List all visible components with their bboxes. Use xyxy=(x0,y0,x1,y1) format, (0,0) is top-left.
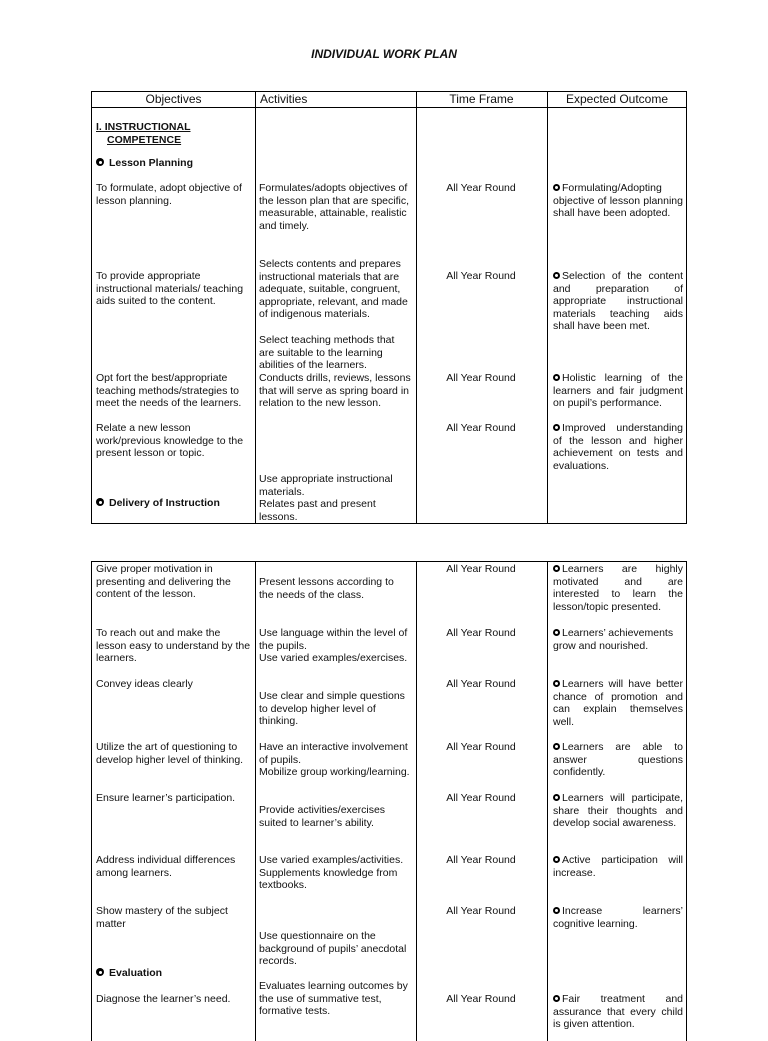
time-frame-text: All Year Round xyxy=(446,372,516,384)
time-frame-text: All Year Round xyxy=(446,627,516,639)
activity-text: Select teaching methods that are suitable to the learning abilities of the learners. xyxy=(259,334,395,372)
bullet-icon xyxy=(553,743,560,750)
outcome-text: Active participation will increase. xyxy=(553,854,683,879)
time-frame-text: All Year Round xyxy=(446,270,516,282)
bullet-icon xyxy=(96,158,104,166)
time-frame-text: All Year Round xyxy=(446,854,516,866)
header-expected-outcome: Expected Outcome xyxy=(565,92,669,106)
objective-text: Give proper motivation in presenting and delivering the content of the lesson. xyxy=(96,563,231,601)
time-frame-text: All Year Round xyxy=(446,792,516,804)
bullet-icon xyxy=(96,498,104,506)
work-plan-table-1 xyxy=(91,91,687,524)
subsection-delivery: Delivery of Instruction xyxy=(96,497,252,510)
header-objectives: Objectives xyxy=(145,92,202,106)
outcome-text: Holistic learning of the learners and fair judgment on pupil’s performance. xyxy=(553,372,683,410)
outcome-text: Fair treatment and assurance that every child is given attention. xyxy=(553,993,683,1031)
activity-text: Use language within the level of the pupils. Use varied examples/exercises. xyxy=(259,627,408,665)
activity-text: Use questionnaire on the background of pupils’ anecdotal records. xyxy=(259,930,407,968)
objective-text: Relate a new lesson work/previous knowledge to the present lesson or topic. xyxy=(96,422,244,460)
objective-text: Show mastery of the subject matter xyxy=(96,905,228,930)
activity-text: Relates past and present lessons. xyxy=(259,498,376,523)
bullet-icon xyxy=(553,374,560,381)
outcome-text: Formulating/Adopting objective of lesson planning shall have been adopted. xyxy=(553,182,683,220)
time-frame-text: All Year Round xyxy=(446,678,516,690)
objective-text: Address individual differences among learners. xyxy=(96,854,236,879)
objective-text: Utilize the art of questioning to develop higher level of thinking. xyxy=(96,741,244,766)
header-time-frame: Time Frame xyxy=(449,92,514,106)
bullet-icon xyxy=(553,907,560,914)
bullet-icon xyxy=(553,995,560,1002)
header-activities: Activities xyxy=(260,92,308,106)
document-title: INDIVIDUAL WORK PLAN xyxy=(311,47,457,61)
subsection-lesson-planning: Lesson Planning xyxy=(96,157,252,170)
section-heading: I. INSTRUCTIONAL COMPETENCE xyxy=(96,121,191,146)
outcome-text: Learners will have better chance of promotion and can explain themselves well. xyxy=(553,678,683,728)
bullet-icon xyxy=(96,968,104,976)
outcome-text: Learners are highly motivated and are interested to learn the lesson/topic presented. xyxy=(553,563,683,613)
activity-text: Formulates/adopts objectives of the lesson plan that are specific, measurable, attainable, realistic and timely. xyxy=(259,182,410,232)
objective-text: To reach out and make the lesson easy to understand by the learners. xyxy=(96,627,251,665)
objective-text: Opt fort the best/appropriate teaching methods/strategies to meet the needs of the learners. xyxy=(96,372,242,410)
outcome-text: Learners are able to answer questions confidently. xyxy=(553,741,683,779)
objective-text: Diagnose the learner’s need. xyxy=(96,993,231,1005)
bullet-icon xyxy=(553,565,560,572)
objective-text: To provide appropriate instructional materials/ teaching aids suited to the content. xyxy=(96,270,244,308)
bullet-icon xyxy=(553,184,560,191)
activity-text: Provide activities/exercises suited to learner’s ability. xyxy=(259,804,386,829)
bullet-icon xyxy=(553,424,560,431)
time-frame-text: All Year Round xyxy=(446,563,516,575)
activity-text: Selects contents and prepares instructional materials that are adequate, suitable, congruent, appropriate, relevant, and made of indigenous materials. xyxy=(259,258,408,321)
activity-text: Conducts drills, reviews, lessons that will serve as spring board in relation to the new lesson. xyxy=(259,372,411,410)
outcome-text: Learners will participate, share their thoughts and develop social awareness. xyxy=(553,792,683,830)
time-frame-text: All Year Round xyxy=(446,182,516,194)
bullet-icon xyxy=(553,856,560,863)
time-frame-text: All Year Round xyxy=(446,741,516,753)
activity-text: Use appropriate instructional materials. xyxy=(259,473,393,498)
bullet-icon xyxy=(553,272,560,279)
subsection-evaluation: Evaluation xyxy=(96,967,252,980)
activity-text: Have an interactive involvement of pupils. Mobilize group working/learning. xyxy=(259,741,410,779)
work-plan-table-2 xyxy=(91,561,687,1041)
activity-text: Use varied examples/activities. Supplements knowledge from textbooks. xyxy=(259,854,404,892)
activity-text: Use clear and simple questions to develop higher level of thinking. xyxy=(259,690,405,728)
activity-text: Present lessons according to the needs of the class. xyxy=(259,576,394,601)
time-frame-text: All Year Round xyxy=(446,993,516,1005)
outcome-text: Learners’ achievements grow and nourished. xyxy=(553,627,674,652)
objective-text: To formulate, adopt objective of lesson planning. xyxy=(96,182,242,207)
outcome-text: Increase learners’ cognitive learning. xyxy=(553,905,683,930)
outcome-text: Selection of the content and preparation of appropriate instructional materials teaching aids shall have been met. xyxy=(553,270,683,333)
objective-text: Ensure learner’s participation. xyxy=(96,792,236,804)
time-frame-text: All Year Round xyxy=(446,905,516,917)
objective-text: Convey ideas clearly xyxy=(96,678,193,690)
bullet-icon xyxy=(553,629,560,636)
outcome-text: Improved understanding of the lesson and higher achievement on tests and evaluations. xyxy=(553,422,683,472)
bullet-icon xyxy=(553,794,560,801)
time-frame-text: All Year Round xyxy=(446,422,516,434)
activity-text: Evaluates learning outcomes by the use of summative test, formative tests. xyxy=(259,980,408,1018)
bullet-icon xyxy=(553,680,560,687)
